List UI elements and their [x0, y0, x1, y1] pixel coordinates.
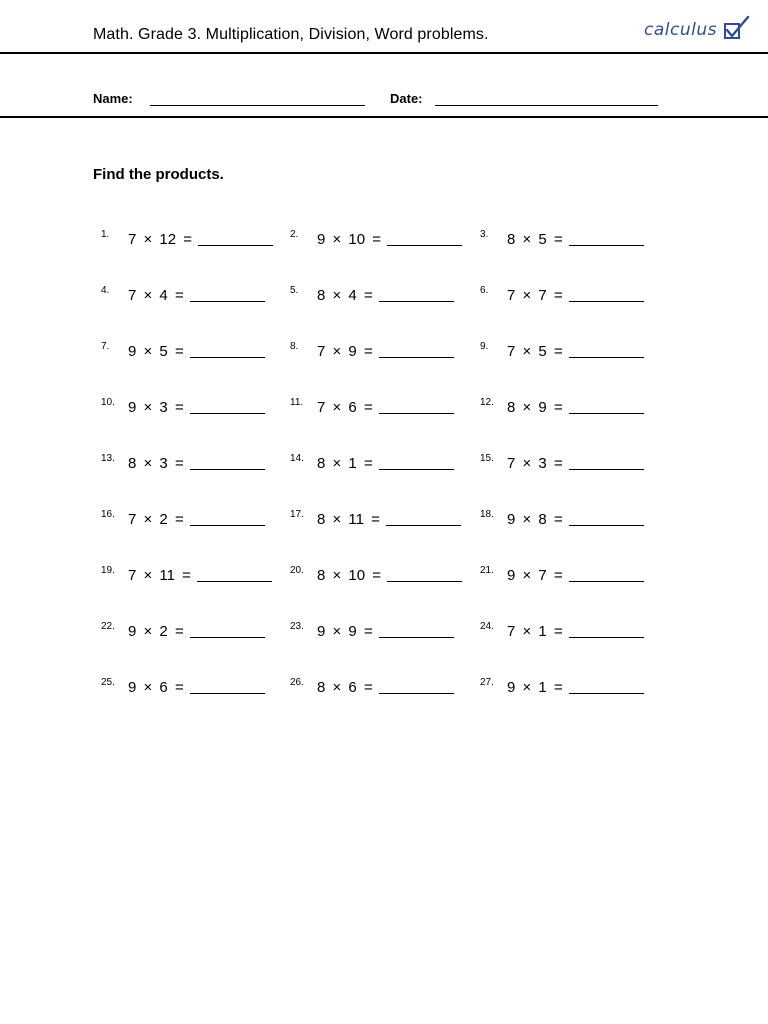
- problem-number: 23.: [290, 621, 304, 632]
- answer-blank[interactable]: [386, 525, 461, 526]
- problem-number: 7.: [101, 341, 110, 352]
- problem-item: [480, 285, 660, 309]
- problem-item: [101, 229, 281, 253]
- name-label: Name:: [93, 91, 133, 106]
- problem-item: [101, 677, 281, 701]
- answer-blank[interactable]: [569, 413, 644, 414]
- problem-item: [101, 341, 281, 365]
- problem-expression: 9 × 1 =: [507, 679, 563, 696]
- logo-text: calculus: [644, 20, 717, 40]
- problem-number: 6.: [480, 285, 489, 296]
- problem-expression: 9 × 10 =: [317, 231, 382, 248]
- answer-blank[interactable]: [190, 469, 265, 470]
- worksheet-title: Math. Grade 3. Multiplication, Division, Word problems.: [93, 26, 489, 43]
- answer-blank[interactable]: [569, 525, 644, 526]
- problem-number: 5.: [290, 285, 299, 296]
- name-field[interactable]: [150, 105, 365, 106]
- problem-expression: 8 × 5 =: [507, 231, 563, 248]
- problem-expression: 8 × 4 =: [317, 287, 373, 304]
- problem-number: 20.: [290, 565, 304, 576]
- problem-item: [290, 453, 470, 477]
- problem-item: [101, 565, 281, 589]
- problem-expression: 7 × 2 =: [128, 511, 184, 528]
- answer-blank[interactable]: [379, 637, 454, 638]
- problem-number: 13.: [101, 453, 115, 464]
- problem-item: [480, 509, 660, 533]
- problem-item: [480, 341, 660, 365]
- answer-blank[interactable]: [190, 357, 265, 358]
- answer-blank[interactable]: [569, 637, 644, 638]
- problem-expression: 7 × 1 =: [507, 623, 563, 640]
- problem-item: [480, 565, 660, 589]
- problem-item: [101, 453, 281, 477]
- problem-expression: 7 × 12 =: [128, 231, 193, 248]
- problem-expression: 7 × 9 =: [317, 343, 373, 360]
- problem-item: [101, 509, 281, 533]
- problem-expression: 7 × 6 =: [317, 399, 373, 416]
- date-label: Date:: [390, 91, 423, 106]
- problem-expression: 7 × 5 =: [507, 343, 563, 360]
- problem-number: 10.: [101, 397, 115, 408]
- date-field[interactable]: [435, 105, 658, 106]
- problem-item: [290, 509, 470, 533]
- header-divider: [0, 52, 768, 54]
- answer-blank[interactable]: [569, 693, 644, 694]
- problem-item: [290, 229, 470, 253]
- answer-blank[interactable]: [379, 413, 454, 414]
- answer-blank[interactable]: [379, 357, 454, 358]
- problem-number: 9.: [480, 341, 489, 352]
- answer-blank[interactable]: [197, 581, 272, 582]
- problem-expression: 8 × 3 =: [128, 455, 184, 472]
- problem-expression: 7 × 3 =: [507, 455, 563, 472]
- problem-item: [290, 677, 470, 701]
- problem-number: 11.: [290, 397, 304, 408]
- answer-blank[interactable]: [190, 413, 265, 414]
- answer-blank[interactable]: [379, 301, 454, 302]
- problem-item: [290, 285, 470, 309]
- problem-number: 22.: [101, 621, 115, 632]
- problem-number: 17.: [290, 509, 304, 520]
- answer-blank[interactable]: [569, 357, 644, 358]
- problem-number: 3.: [480, 229, 489, 240]
- problem-number: 27.: [480, 677, 494, 688]
- problem-number: 19.: [101, 565, 115, 576]
- problem-number: 4.: [101, 285, 110, 296]
- problem-expression: 9 × 2 =: [128, 623, 184, 640]
- answer-blank[interactable]: [569, 301, 644, 302]
- answer-blank[interactable]: [387, 581, 462, 582]
- answer-blank[interactable]: [190, 637, 265, 638]
- logo: [641, 14, 753, 48]
- problem-item: [480, 397, 660, 421]
- answer-blank[interactable]: [387, 245, 462, 246]
- problem-expression: 9 × 3 =: [128, 399, 184, 416]
- answer-blank[interactable]: [190, 301, 265, 302]
- problem-expression: 8 × 9 =: [507, 399, 563, 416]
- check-box-icon: [721, 14, 751, 44]
- problem-number: 16.: [101, 509, 115, 520]
- problem-expression: 8 × 6 =: [317, 679, 373, 696]
- problem-number: 15.: [480, 453, 494, 464]
- answer-blank[interactable]: [198, 245, 273, 246]
- problem-item: [290, 341, 470, 365]
- problem-item: [101, 397, 281, 421]
- problem-item: [290, 621, 470, 645]
- problem-item: [101, 621, 281, 645]
- problem-number: 1.: [101, 229, 110, 240]
- problem-item: [101, 285, 281, 309]
- problem-expression: 9 × 7 =: [507, 567, 563, 584]
- problem-number: 12.: [480, 397, 494, 408]
- problem-item: [290, 397, 470, 421]
- problem-expression: 8 × 11 =: [317, 511, 380, 528]
- answer-blank[interactable]: [379, 469, 454, 470]
- answer-blank[interactable]: [569, 581, 644, 582]
- problem-expression: 7 × 4 =: [128, 287, 184, 304]
- problem-expression: 9 × 5 =: [128, 343, 184, 360]
- problem-item: [480, 229, 660, 253]
- problem-number: 25.: [101, 677, 115, 688]
- problem-item: [480, 677, 660, 701]
- student-info: [0, 89, 768, 109]
- problem-expression: 7 × 11 =: [128, 567, 191, 584]
- answer-blank[interactable]: [569, 245, 644, 246]
- problem-number: 14.: [290, 453, 304, 464]
- problem-number: 24.: [480, 621, 494, 632]
- answer-blank[interactable]: [379, 693, 454, 694]
- problem-number: 26.: [290, 677, 304, 688]
- problem-expression: 7 × 7 =: [507, 287, 563, 304]
- problem-expression: 9 × 8 =: [507, 511, 563, 528]
- problem-item: [480, 621, 660, 645]
- answer-blank[interactable]: [190, 525, 265, 526]
- problem-item: [290, 565, 470, 589]
- problem-number: 21.: [480, 565, 494, 576]
- problem-expression: 8 × 1 =: [317, 455, 373, 472]
- answer-blank[interactable]: [190, 693, 265, 694]
- worksheet-header: [0, 0, 768, 52]
- problem-number: 2.: [290, 229, 299, 240]
- problem-expression: 9 × 6 =: [128, 679, 184, 696]
- problem-item: [480, 453, 660, 477]
- info-divider: [0, 116, 768, 118]
- problem-number: 8.: [290, 341, 299, 352]
- answer-blank[interactable]: [569, 469, 644, 470]
- instruction: Find the products.: [93, 166, 224, 183]
- problem-number: 18.: [480, 509, 494, 520]
- problem-expression: 9 × 9 =: [317, 623, 373, 640]
- problem-expression: 8 × 10 =: [317, 567, 382, 584]
